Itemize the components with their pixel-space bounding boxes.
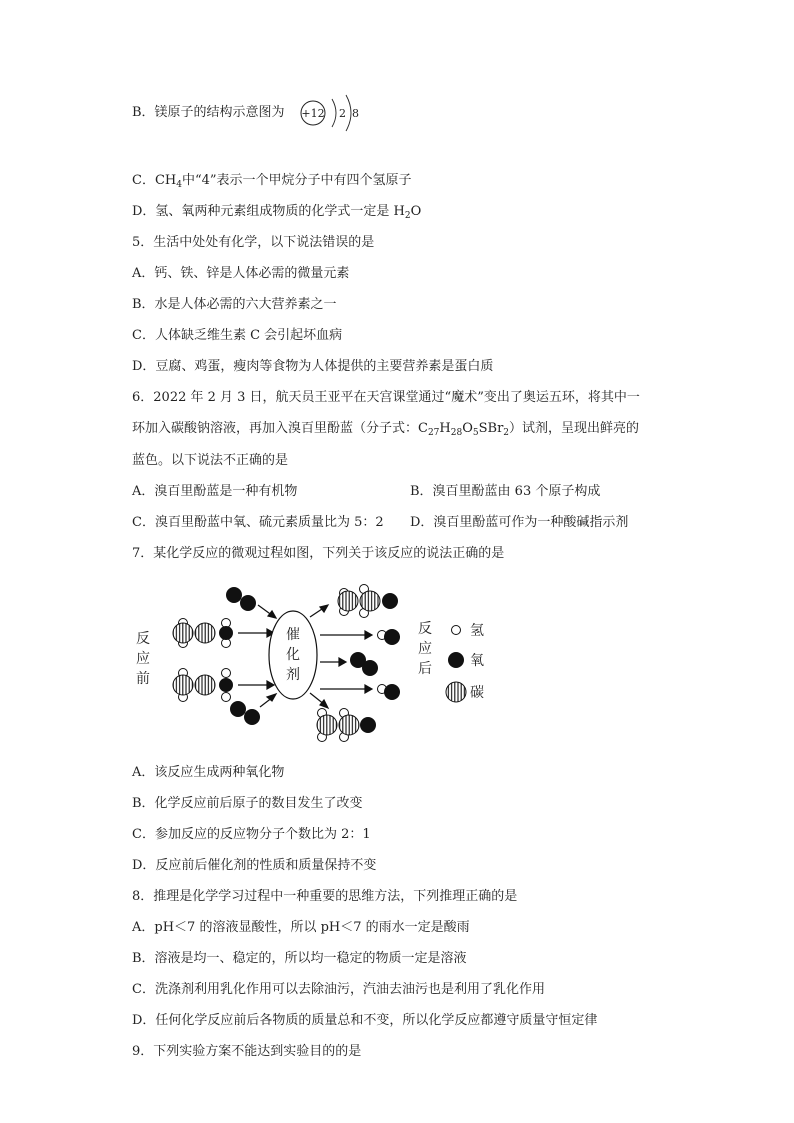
q6-stem-text-c: O xyxy=(462,421,473,436)
q4-option-d-sub: 2 xyxy=(404,211,411,221)
reactant-ethylene-molecule-1 xyxy=(173,619,233,648)
reactant-oxygen-molecule-top xyxy=(226,587,256,611)
q8-option-a: A．pH＜7 的溶液显酸性，所以 pH＜7 的雨水一定是酸雨 xyxy=(132,920,470,935)
q5-option-b: B．水是人体必需的六大营养素之一 xyxy=(132,297,337,312)
legend-hydrogen-label: 氢 xyxy=(470,623,484,639)
q6-option-c: C．溴百里酚蓝中氧、硫元素质量比为 5：2 xyxy=(132,515,384,530)
q4-option-d-text-b: O xyxy=(410,204,422,219)
q6-stem-line3: 蓝色。以下说法不正确的是 xyxy=(132,453,289,468)
q7-stem: 7．某化学反应的微观过程如图，下列关于该反应的说法正确的是 xyxy=(132,546,505,561)
legend xyxy=(446,623,484,702)
after-label-1: 反 xyxy=(418,621,432,637)
catalyst-label-2: 化 xyxy=(286,647,300,663)
shell-2-electrons: 8 xyxy=(352,107,359,120)
q6-stem-text-b: H xyxy=(439,421,451,436)
q6-stem-text-a: 环加入碳酸钠溶液，再加入溴百里酚蓝（分子式：C xyxy=(132,421,428,436)
product-water-molecule-3 xyxy=(378,684,401,700)
q4-option-d xyxy=(132,203,421,221)
q8-stem: 8．推理是化学学习过程中一种重要的思维方法，下列推理正确的是 xyxy=(132,889,518,904)
q7-option-b: B．化学反应前后原子的数目发生了改变 xyxy=(132,796,363,811)
q9-stem: 9．下列实验方案不能达到实验目的的是 xyxy=(132,1044,362,1059)
q6-stem-sub-4: 2 xyxy=(503,428,510,438)
q5-stem: 5．生活中处处有化学，以下说法错误的是 xyxy=(132,235,375,250)
product-water-molecule-2 xyxy=(350,652,378,676)
q5-option-c: C．人体缺乏维生素 C 会引起坏血病 xyxy=(132,328,343,343)
legend-carbon-label: 碳 xyxy=(470,685,484,701)
q8-option-d: D．任何化学反应前后各物质的质量总和不变，所以化学反应都遵守质量守恒定律 xyxy=(132,1013,598,1028)
q6-option-a: A．溴百里酚蓝是一种有机物 xyxy=(132,484,298,499)
q6-stem-line1: 6．2022 年 2 月 3 日，航天员王亚平在天宫课堂通过“魔术”变出了奥运五环，将其中一 xyxy=(132,390,640,405)
q4-option-c xyxy=(132,172,412,190)
q5-option-d: D．豆腐、鸡蛋，瘦肉等食物为人体提供的主要营养素是蛋白质 xyxy=(132,359,494,374)
product-molecule-bottom xyxy=(317,709,376,742)
magnesium-atom-structure-diagram xyxy=(298,93,368,133)
q7-option-a: A．该反应生成两种氧化物 xyxy=(132,765,285,780)
legend-oxygen-label: 氧 xyxy=(470,653,484,669)
reaction-micro-process-diagram xyxy=(130,575,500,755)
shell-1-electrons: 2 xyxy=(339,107,346,120)
q4-option-b-text: B．镁原子的结构示意图为 xyxy=(132,105,285,120)
before-label-1: 反 xyxy=(136,631,150,647)
q6-stem-sub-3: 5 xyxy=(472,428,479,438)
q6-stem-text-d: SBr xyxy=(478,421,504,436)
q5-option-a: A．钙、铁、锌是人体必需的微量元素 xyxy=(132,266,350,281)
after-label-3: 后 xyxy=(418,661,432,677)
legend-oxygen-marker xyxy=(448,652,464,668)
q4-option-c-text-a: C．CH xyxy=(132,173,177,188)
catalyst-label-1: 催 xyxy=(286,627,300,643)
before-label-3: 前 xyxy=(136,671,150,687)
q6-stem-sub-1: 27 xyxy=(427,428,440,438)
q4-option-d-text-a: D．氢、氧两种元素组成物质的化学式一定是 H xyxy=(132,204,405,219)
reactant-ethylene-molecule-2 xyxy=(173,669,233,702)
legend-carbon-marker xyxy=(446,682,466,702)
q7-option-d: D．反应前后催化剂的性质和质量保持不变 xyxy=(132,858,377,873)
after-label-2: 应 xyxy=(418,641,432,657)
q7-option-c: C．参加反应的反应物分子个数比为 2：1 xyxy=(132,827,371,842)
q4-option-c-text-b: 中“4”表示一个甲烷分子中有四个氢原子 xyxy=(181,173,412,188)
q6-stem-line2 xyxy=(132,420,639,438)
legend-hydrogen-marker xyxy=(452,626,461,635)
nucleus-charge: +12 xyxy=(301,107,325,120)
q8-option-c: C．洗涤剂利用乳化作用可以去除油污，汽油去油污也是利用了乳化作用 xyxy=(132,982,545,997)
q4-option-c-sub: 4 xyxy=(176,180,182,190)
before-label-2: 应 xyxy=(136,651,150,667)
product-molecule-top xyxy=(338,585,398,618)
q4-option-b xyxy=(132,104,285,122)
product-water-molecule-1 xyxy=(378,629,401,645)
catalyst-label-3: 剂 xyxy=(286,667,300,683)
q6-stem-sub-2: 28 xyxy=(450,428,463,438)
reactant-oxygen-molecule-bottom xyxy=(230,701,260,725)
q6-option-b: B．溴百里酚蓝由 63 个原子构成 xyxy=(410,484,601,499)
q6-stem-text-e: ）试剂，呈现出鲜亮的 xyxy=(509,421,640,436)
q6-option-d: D．溴百里酚蓝可作为一种酸碱指示剂 xyxy=(410,515,629,530)
q8-option-b: B．溶液是均一、稳定的，所以均一稳定的物质一定是溶液 xyxy=(132,951,467,966)
